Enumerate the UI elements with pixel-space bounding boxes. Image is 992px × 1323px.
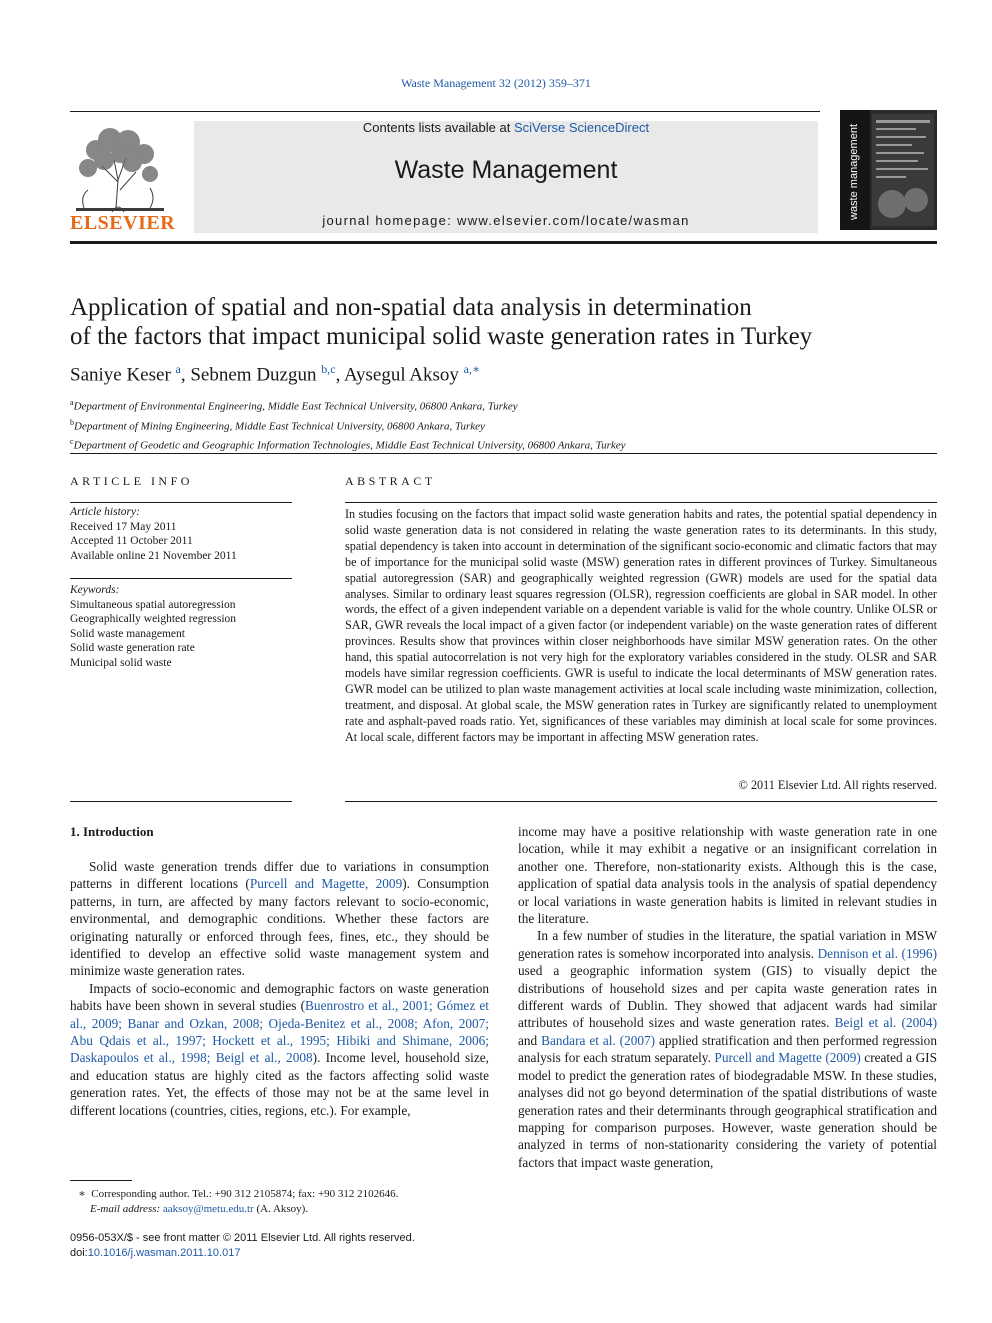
journal-title: Waste Management (394, 156, 618, 184)
email-label: E-mail address: (90, 1202, 163, 1215)
keyword-item: Simultaneous spatial autoregression (70, 598, 236, 611)
paragraph-text: ). Income level, household size, and education status are highly cited as the factors affecting solid waste generation rates. Yet, the effects of those may not be at the same level in different locations (countries, cities, regions, etc.). For example, (70, 1050, 489, 1118)
footnote-email-line (70, 1202, 398, 1217)
intro-paragraph (70, 980, 489, 1119)
author-name[interactable]: Sebnem Duzgun (190, 364, 317, 386)
keywords-rule (70, 578, 292, 579)
journal-cover-image (840, 110, 937, 230)
doi-label: doi: (70, 1246, 88, 1259)
keywords (70, 583, 236, 670)
author-affil-marker[interactable]: a (175, 362, 181, 376)
issn-line: 0956-053X/$ - see front matter © 2011 Elsevier Ltd. All rights reserved. (70, 1232, 415, 1244)
affiliation-marker: a (70, 398, 74, 407)
cover-artwork (872, 114, 934, 226)
title-line-1: Application of spatial and non-spatial data analysis in determination (70, 294, 752, 321)
history-label: Article history: (70, 506, 140, 518)
keyword-item: Solid waste management (70, 627, 185, 640)
author-list (70, 362, 480, 386)
homepage-prefix: journal homepage: (322, 213, 458, 228)
author-affil-marker[interactable]: b,c (321, 362, 336, 376)
body-column-left (70, 858, 489, 1119)
affiliation-marker: c (70, 437, 74, 447)
keyword-item: Solid waste generation rate (70, 642, 195, 654)
title-line-2: of the factors that impact municipal solid waste generation rates in Turkey (70, 323, 813, 350)
paragraph-text: Solid waste generation trends differ due to variations in consumption patterns in different locations ( (70, 859, 489, 892)
affiliation-item (70, 395, 626, 415)
history-accepted: Accepted 11 October 2011 (70, 535, 193, 547)
affiliation-item (70, 415, 626, 435)
header-top-rule (70, 111, 820, 112)
abstract-text: In studies focusing on the factors that impact solid waste generation habits and rates, the potential spatial dependency in solid waste generation data is not considered in relating the waste generation rates to its determinants. In this study, spatial dependency is taken into account in determination of the significant socio-economic and climatic factors that may be of importance for the municipal solid waste (MSW) generation rates in different provinces of Turkey. Simultaneous spatial autoregression (SAR) and geographically weighted regression (GWR) models are used for the spatial data analyses. Similar to ordinary least squares regression (OLSR), regression coefficients are global in SAR model. In other words, the effect of a given independent variable on a dependent variable is valid for the whole country. Unlike OLSR or SAR, GWR reveals the local impact of a given factor (or independent variable) on the waste generation rates of different provinces. Results show that provinces within closer neighborhoods have similar MSW generation rates. On the other hand, this spatial autocorrelation is not very high for the exploratory variables considered in the study. OLSR and SAR models have similar regression coefficients. GWR is useful to indicate the local determinants of MSW generation rates. GWR model can be utilized to plan waste management activities at local scale including waste minimization, collection, treatment, and disposal. At global scale, the MSW generation rates in Turkey are significantly related to unemployment rate and asphalt-paved roads ratio. Yet, significances of these variables may diminish at local scale for some provinces. At local scale, different factors may be important in affecting MSW generation rates. (345, 507, 937, 744)
citation-link[interactable]: Purcell and Magette, 2009 (249, 876, 403, 892)
email-suffix: (A. Aksoy). (253, 1202, 309, 1215)
paragraph-text: ). Consumption patterns, in turn, are affected by many factors relevant to socio-economic, environmental, and demographic conditions. Whether these factors are originating naturally or enforced through fees, fines, etc., they should be identified to develop an effective solid waste management system and minimize waste generation rates. (70, 876, 489, 979)
paragraph-text: created a GIS model to predict the generation rates of biodegradable MSW. In these studies, analyses did not go beyond determination of the spatial distributions of waste generation rates and their determinants through geographical stratification and mapping for comparison purposes. However, waste generation should be analyzed in terms of non-stationarity considering the variety of potential factors that impact waste generation, (518, 1050, 937, 1170)
header-bottom-rule (70, 241, 937, 244)
abstract-heading: ABSTRACT (345, 474, 436, 488)
footnote-marker: ∗ (78, 1188, 86, 1200)
intro-paragraph (518, 927, 937, 1171)
citation-link[interactable]: Buenrostro et al., 2001; Gómez et al., 2009; Banar and Ozkan, 2008; Ojeda-Benitez et al., 2008; Afon, 2007; Abu Qdais et al., 1997; Hockett et al., 1995; Hibiki and Shimane, 2006; Daskapoulos et al., 1998; Beigl et al., 2008 (70, 998, 489, 1066)
footnote-rule (70, 1180, 132, 1181)
doi-link[interactable]: 10.1016/j.wasman.2011.10.017 (87, 1246, 241, 1259)
paragraph-text: income may have a positive relationship with waste generation rate in one location, while it may exhibit a negative or an insignificant correlation in another one. Therefore, non-stationarity exists. Although this is the case, application of spatial data analysis tools in the analysis of spatial dependency or local variations in waste generation habits is limited in relevant studies in the literature. (518, 824, 937, 927)
keyword-item: Municipal solid waste (70, 656, 172, 669)
affiliation-item (70, 434, 626, 454)
citation-link[interactable]: Bandara et al. (2007) (541, 1032, 656, 1048)
journal-homepage (194, 213, 818, 228)
contents-line (194, 120, 818, 135)
abstract-copyright: © 2011 Elsevier Ltd. All rights reserved. (738, 778, 937, 792)
cover-spine (840, 110, 870, 230)
article-info-heading: ARTICLE INFO (70, 474, 193, 488)
footnote-text: Corresponding author. Tel.: +90 312 2105874; fax: +90 312 2102646. (91, 1188, 399, 1200)
paragraph-text: applied stratification and then performed regression analysis for each stratum separately. (518, 1032, 937, 1066)
history-online: Available online 21 November 2011 (70, 549, 237, 562)
paragraph-text: and (518, 1032, 542, 1048)
author-separator: , (335, 364, 345, 386)
footnote-line (70, 1187, 398, 1202)
front-matter-note (70, 1231, 415, 1260)
corresponding-author-footnote (70, 1187, 398, 1216)
keywords-label: Keywords: (70, 584, 120, 596)
article-history (70, 505, 237, 563)
intro-paragraph (518, 823, 937, 927)
doi-line (70, 1246, 415, 1261)
journal-citation[interactable]: Waste Management 32 (2012) 359–371 (401, 76, 591, 90)
author-separator: , (180, 364, 191, 386)
article-info-rule (70, 502, 292, 503)
citation-link[interactable]: Beigl et al. (2004) (834, 1015, 937, 1031)
section-divider (70, 453, 937, 454)
author-name[interactable]: Aysegul Aksoy (344, 364, 459, 386)
citation-link[interactable]: Dennison et al. (1996) (817, 945, 937, 961)
homepage-url[interactable]: www.elsevier.com/locate/wasman (457, 213, 690, 228)
affiliation-text: Department of Mining Engineering, Middle East Technical University, 06800 Ankara, Turkey (74, 420, 485, 433)
sciencedirect-link[interactable]: SciVerse ScienceDirect (513, 120, 650, 135)
keyword-item: Geographically weighted regression (70, 613, 237, 625)
citation-link[interactable]: Purcell and Magette (2009) (714, 1050, 861, 1066)
author-name[interactable]: Saniye Keser (70, 364, 171, 386)
contents-prefix: Contents lists available at (362, 120, 514, 135)
affiliations (70, 395, 626, 454)
body-column-right (518, 823, 937, 1171)
affiliation-marker: b (70, 417, 74, 427)
abstract-rule (345, 502, 937, 503)
abstract-bottom-rule (345, 801, 937, 802)
introduction-heading: 1. Introduction (70, 824, 154, 839)
article-title (70, 293, 940, 351)
paragraph-text: used a geographic information system (GIS) to visually depict the distributions of household sizes and per capita waste generation rates in different wards of Dublin. They showed that adjacent wards had similar attributes of household sizes and waste generation rates. (518, 963, 937, 1031)
affiliation-text: Department of Geodetic and Geographic Information Technologies, Middle East Technical University, 06800 Ankara, Turkey (73, 439, 626, 452)
affiliation-text: Department of Environmental Engineering, Middle East Technical University, 06800 Ankara, Turkey (73, 400, 518, 413)
history-received: Received 17 May 2011 (70, 520, 177, 533)
elsevier-wordmark: ELSEVIER (70, 212, 176, 234)
email-link[interactable]: aaksoy@metu.edu.tr (162, 1202, 254, 1215)
paragraph-text: Impacts of socio-economic and demographic factors on waste generation habits have been shown in several studies ( (70, 980, 489, 1014)
paragraph-text: In a few number of studies in the literature, the spatial variation in MSW generation rates is somehow incorporated into analysis. (518, 928, 937, 961)
intro-paragraph (70, 858, 489, 980)
cover-title: waste management (848, 124, 860, 220)
article-info-bottom-rule (70, 801, 292, 802)
author-affil-marker[interactable]: a,∗ (463, 362, 481, 376)
